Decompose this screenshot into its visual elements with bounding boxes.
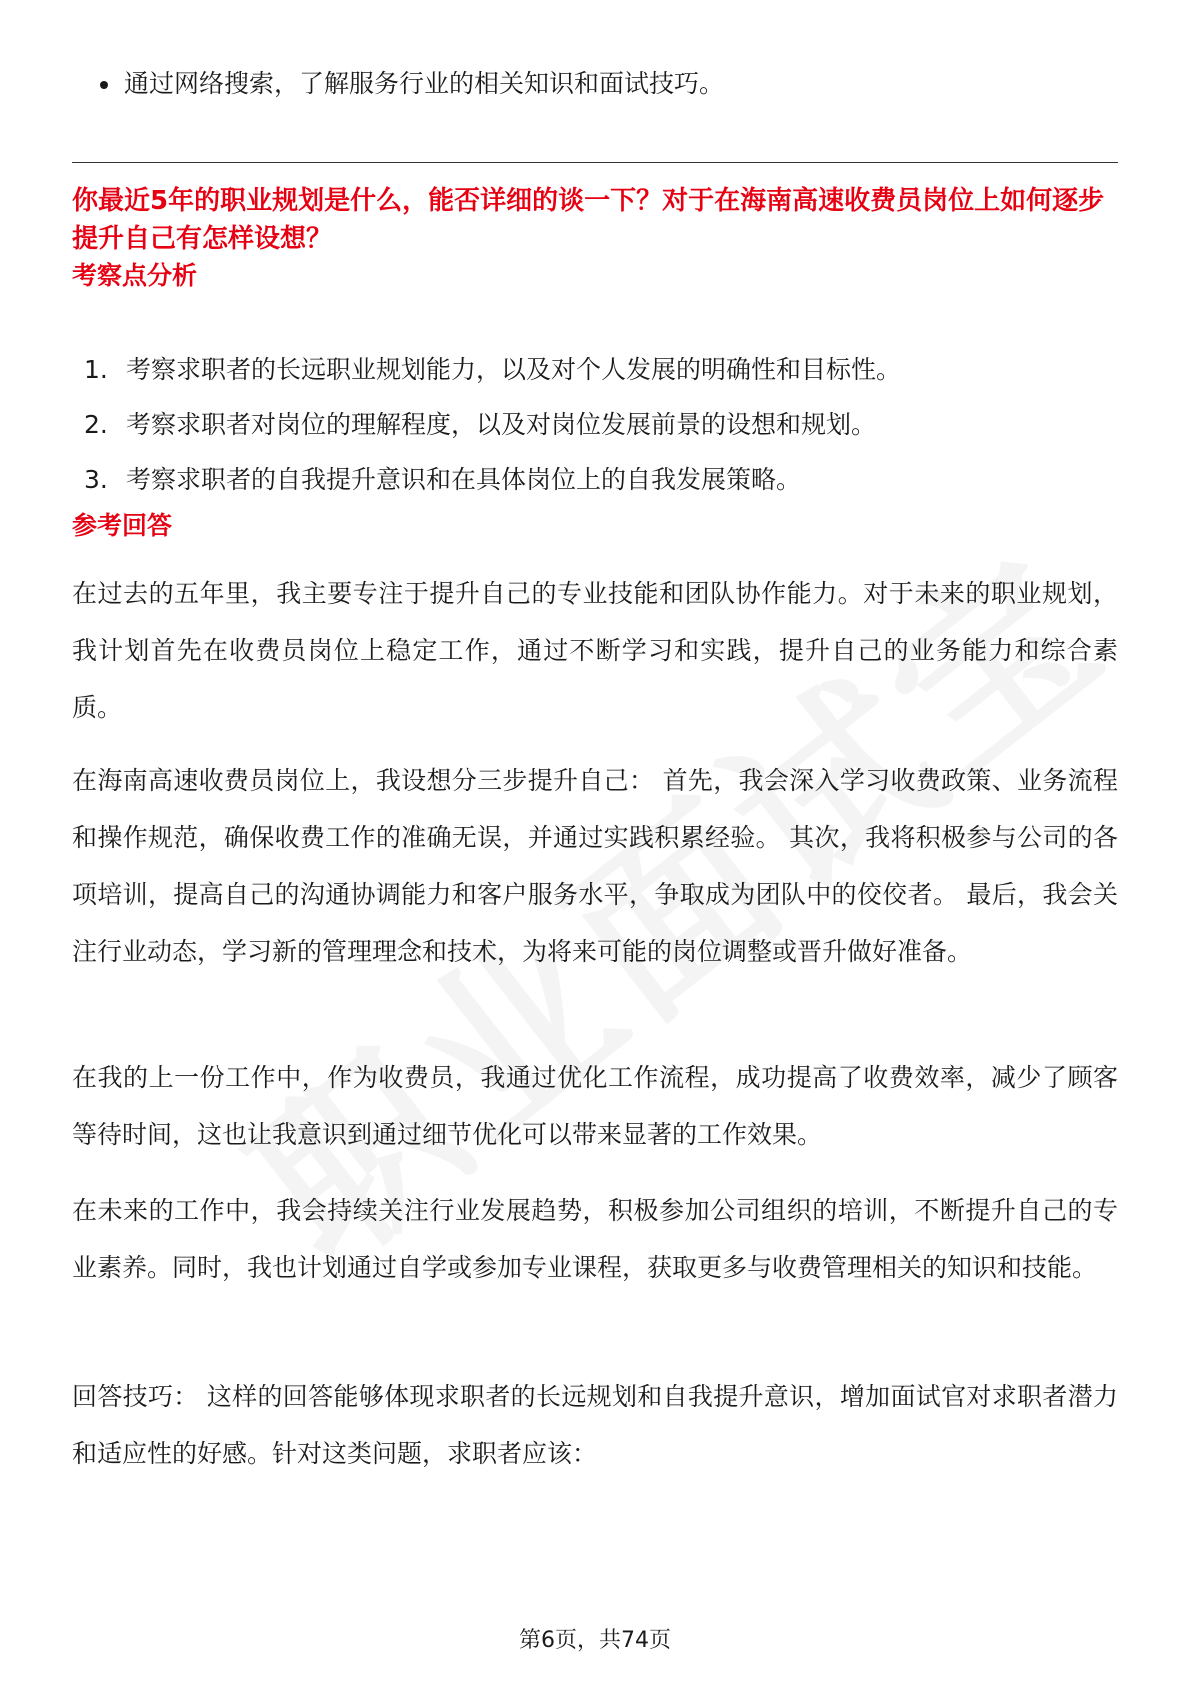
list-item-text: 考察求职者的长远职业规划能力，以及对个人发展的明确性和目标性。	[126, 355, 902, 384]
analysis-title: 考察点分析	[72, 261, 198, 290]
list-item-text: 考察求职者对岗位的理解程度，以及对岗位发展前景的设想和规划。	[126, 410, 877, 439]
list-item	[84, 462, 1114, 498]
answer-tips-paragraph: 回答技巧： 这样的回答能够体现求职者的长远规划和自我提升意识，增加面试官对求职者潜力和适应性的好感。针对这类问题，求职者应该：	[72, 1382, 1118, 1468]
analysis-list	[84, 352, 1114, 517]
answer-title: 参考回答	[72, 511, 173, 540]
question-heading: 你最近5年的职业规划是什么，能否详细的谈一下？对于在海南高速收费员岗位上如何逐步提升自己有怎样设想？	[72, 186, 1105, 254]
answer-paragraph: 在过去的五年里，我主要专注于提升自己的专业技能和团队协作能力。对于未来的职业规划，我计划首先在收费员岗位上稳定工作，通过不断学习和实践，提升自己的业务能力和综合素质。	[72, 579, 1118, 722]
list-item: 通过网络搜索，了解服务行业的相关知识和面试技巧。	[90, 62, 1100, 106]
list-item	[84, 407, 1114, 443]
list-item-number: 2.	[84, 410, 108, 439]
answer-paragraph: 在我的上一份工作中，作为收费员，我通过优化工作流程，成功提高了收费效率，减少了顾客等待时间，这也让我意识到通过细节优化可以带来显著的工作效果。	[72, 1063, 1118, 1149]
list-item-text: 考察求职者的自我提升意识和在具体岗位上的自我发展策略。	[126, 465, 802, 494]
page-number: 第6页，共74页	[519, 1628, 671, 1653]
list-item	[84, 352, 1114, 388]
top-bullet-list	[90, 62, 1100, 106]
answer-paragraph: 在海南高速收费员岗位上，我设想分三步提升自己： 首先，我会深入学习收费政策、业务流程和操作规范，确保收费工作的准确无误，并通过实践积累经验。 其次，我将积极参与公司的各项培训，提高自己的沟通协调能力和客户服务水平，争取成为团队中的佼佼者。 最后，我会关注行业动态，学习新的管理理念和技术，为将来可能的岗位调整或晋升做好准备。	[72, 766, 1118, 966]
list-item-number: 3.	[84, 465, 108, 494]
list-item-number: 1.	[84, 355, 108, 384]
section-divider	[72, 162, 1118, 163]
answer-paragraph: 在未来的工作中，我会持续关注行业发展趋势，积极参加公司组织的培训，不断提升自己的专业素养。同时，我也计划通过自学或参加专业课程，获取更多与收费管理相关的知识和技能。	[72, 1196, 1118, 1282]
